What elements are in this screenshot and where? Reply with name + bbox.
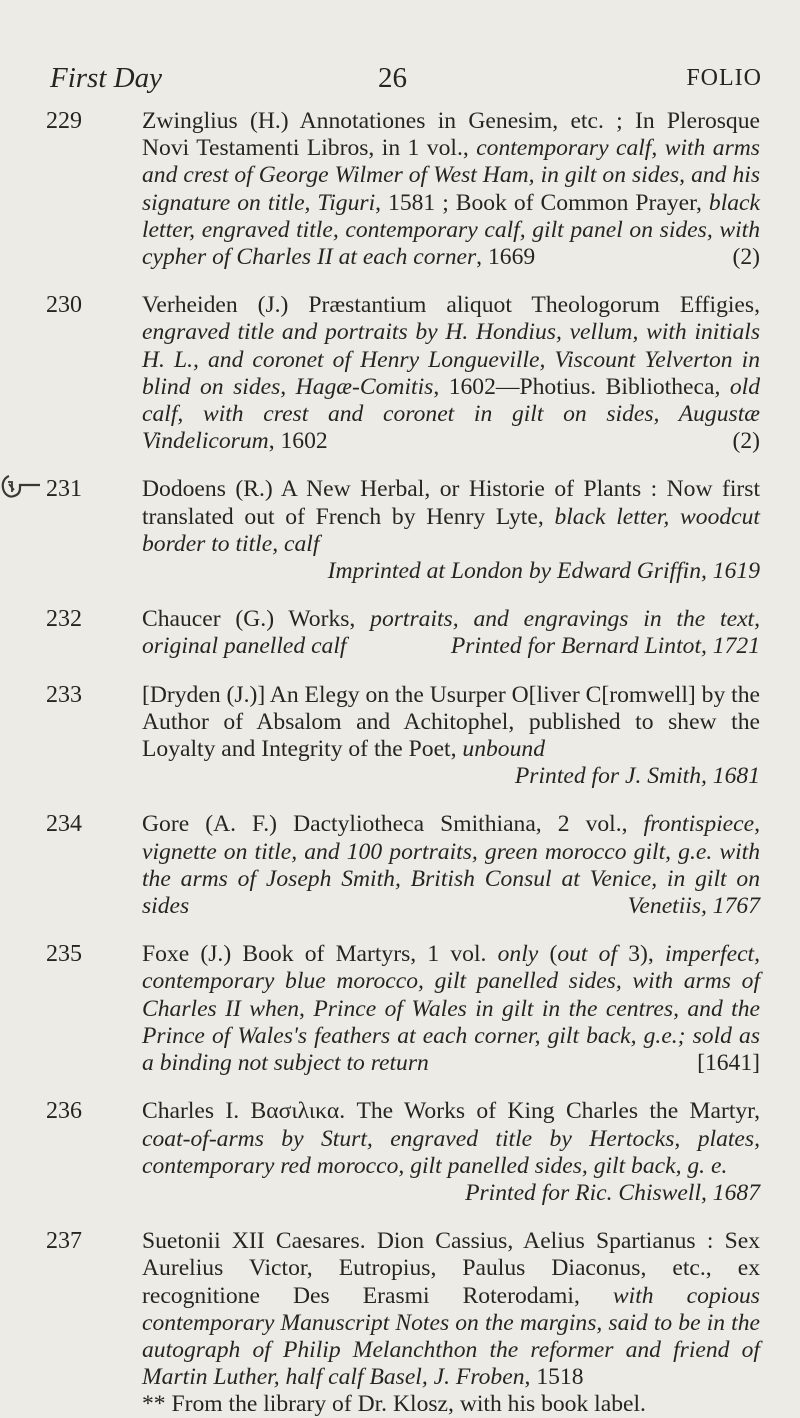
lot-count: (2) <box>732 428 760 455</box>
lot-entry <box>0 476 800 585</box>
lot-imprint: Printed for J. Smith, 1681 <box>514 763 760 790</box>
lot-text: Foxe (J.) Book of Martyrs, 1 vol. <box>142 941 498 968</box>
lot-number: 231 <box>46 476 82 503</box>
header-day: First Day <box>50 62 162 94</box>
lot-description <box>142 1228 760 1390</box>
lot-text: engraved title and portraits by H. Hondius, vellum, with initials H. L., and coronet of Henry Longueville, Viscount Yelverton in blind on sides, Hagæ-Comitis <box>142 319 760 400</box>
lot-text: , 1602—Photius. Bibliotheca, <box>433 373 730 400</box>
lot-list <box>0 108 800 1418</box>
header-format: FOLIO <box>686 65 762 91</box>
pointing-hand-icon <box>0 472 44 502</box>
lot-number: 229 <box>46 108 82 134</box>
lot-description <box>142 682 760 762</box>
lot-text: portraits, and engravings in the text, original panelled calf <box>142 606 761 660</box>
lot-text: Zwinglius (H.) Annotationes in Genesim, etc. ; In Plerosque Novi Testamenti Libros, in 1 vol., <box>142 108 760 162</box>
lot-number: 230 <box>46 292 82 319</box>
lot-number: 236 <box>46 1098 82 1125</box>
lot-description <box>142 941 760 1076</box>
lot-text: old calf, with crest and coronet in gilt on sides, Augustæ Vindelicorum <box>142 373 760 455</box>
lot-number: 233 <box>46 681 82 708</box>
lot-description <box>142 108 760 270</box>
lot-text: ( <box>538 941 558 968</box>
lot-footnote: ** From the library of Dr. Klosz, with his book label. <box>142 1391 646 1418</box>
lot-text: , 1669 <box>476 244 536 271</box>
lot-entry <box>0 292 800 455</box>
lot-number: 232 <box>46 606 82 633</box>
lot-text: contemporary calf, with arms and crest of George Wilmer of West Ham, in gilt on sides, and his signature on title, Tiguri <box>142 135 760 216</box>
lot-text: out of <box>557 941 618 968</box>
lot-text: 3), <box>617 941 665 968</box>
lot-count: [1641] <box>697 1050 760 1077</box>
lot-text: Dodoens (R.) A New Herbal, or Historie of Plants : Now first translated out of French by Henry Lyte, <box>142 476 760 530</box>
lot-description <box>142 1098 760 1178</box>
lot-text: black letter, engraved title, contemporary calf, gilt panel on sides, with cypher of Charles II at each corner <box>142 189 760 271</box>
lot-entry <box>0 811 800 920</box>
lot-entry <box>0 108 800 271</box>
lot-text: Chaucer (G.) Works, <box>142 606 371 633</box>
lot-count: (2) <box>732 244 760 271</box>
lot-text: Gore (A. F.) Dactyliotheca Smithiana, 2 vol., <box>142 811 644 838</box>
lot-text: Suetonii XII Caesares. Dion Cassius, Aelius Spartianus : Sex Aurelius Victor, Eutropius, Paulus Diaconus, etc., ex recognitione Des Erasmi Roterodami, <box>142 1228 760 1309</box>
lot-text: , 1581 ; Book of Common Prayer, <box>375 189 709 216</box>
lot-imprint: Venetiis, 1767 <box>627 893 760 920</box>
lot-number: 235 <box>46 941 82 968</box>
lot-number: 237 <box>46 1228 82 1255</box>
lot-text: coat-of-arms by Sturt, engraved title by Hertocks, plates, contemporary red morocco, gilt panelled sides, gilt back, g. e. <box>142 1125 760 1179</box>
lot-text: frontispiece, vignette on title, and 100 portraits, green morocco gilt, g.e. with the arms of Joseph Smith, British Consul at Venice, in gilt on sides <box>142 811 760 920</box>
lot-text: with copious contemporary Manuscript Notes on the margins, said to be in the autograph of Philip Melanchthon the reformer and friend of Martin Luther, half calf <box>142 1282 760 1391</box>
lot-text: [Dryden (J.)] An Elegy on the Usurper O[liver C[romwell] by the Author of Absalom and Achitophel, published to shew the Loyalty and Integrity of the Poet, <box>142 681 760 763</box>
lot-text: Charles I. Βασιλικα. The Works of King Charles the Martyr, <box>142 1098 760 1125</box>
lot-text: Basel, J. Froben <box>369 1364 525 1391</box>
lot-text: unbound <box>462 736 545 763</box>
lot-text: , 1518 <box>524 1364 584 1391</box>
lot-text: only <box>497 941 539 968</box>
lot-entry <box>0 941 800 1077</box>
lot-description <box>142 476 760 556</box>
lot-text: Verheiden (J.) Præstantium aliquot Theologorum Effigies, <box>142 292 760 319</box>
lot-imprint: Printed for Bernard Lintot, 1721 <box>450 633 760 660</box>
page-number: 26 <box>378 62 407 94</box>
lot-entry <box>0 682 800 791</box>
lot-number: 234 <box>46 811 82 838</box>
lot-imprint: Printed for Ric. Chiswell, 1687 <box>465 1179 760 1206</box>
lot-text: , 1602 <box>268 428 328 455</box>
lot-text: black letter, woodcut border to title, calf <box>142 503 760 557</box>
lot-imprint: Imprinted at London by Edward Griffin, 1619 <box>327 558 760 585</box>
page-header <box>0 62 800 102</box>
lot-entry <box>0 1098 800 1207</box>
lot-entry <box>0 606 800 660</box>
lot-text: imperfect, contemporary blue morocco, gilt panelled sides, with arms of Charles II when, Prince of Wales in gilt in the centres, and the Prince of Wales's feathers at each corner, gilt back, g.e.; sold as a binding not subject to return <box>142 941 760 1077</box>
lot-description <box>142 292 760 454</box>
